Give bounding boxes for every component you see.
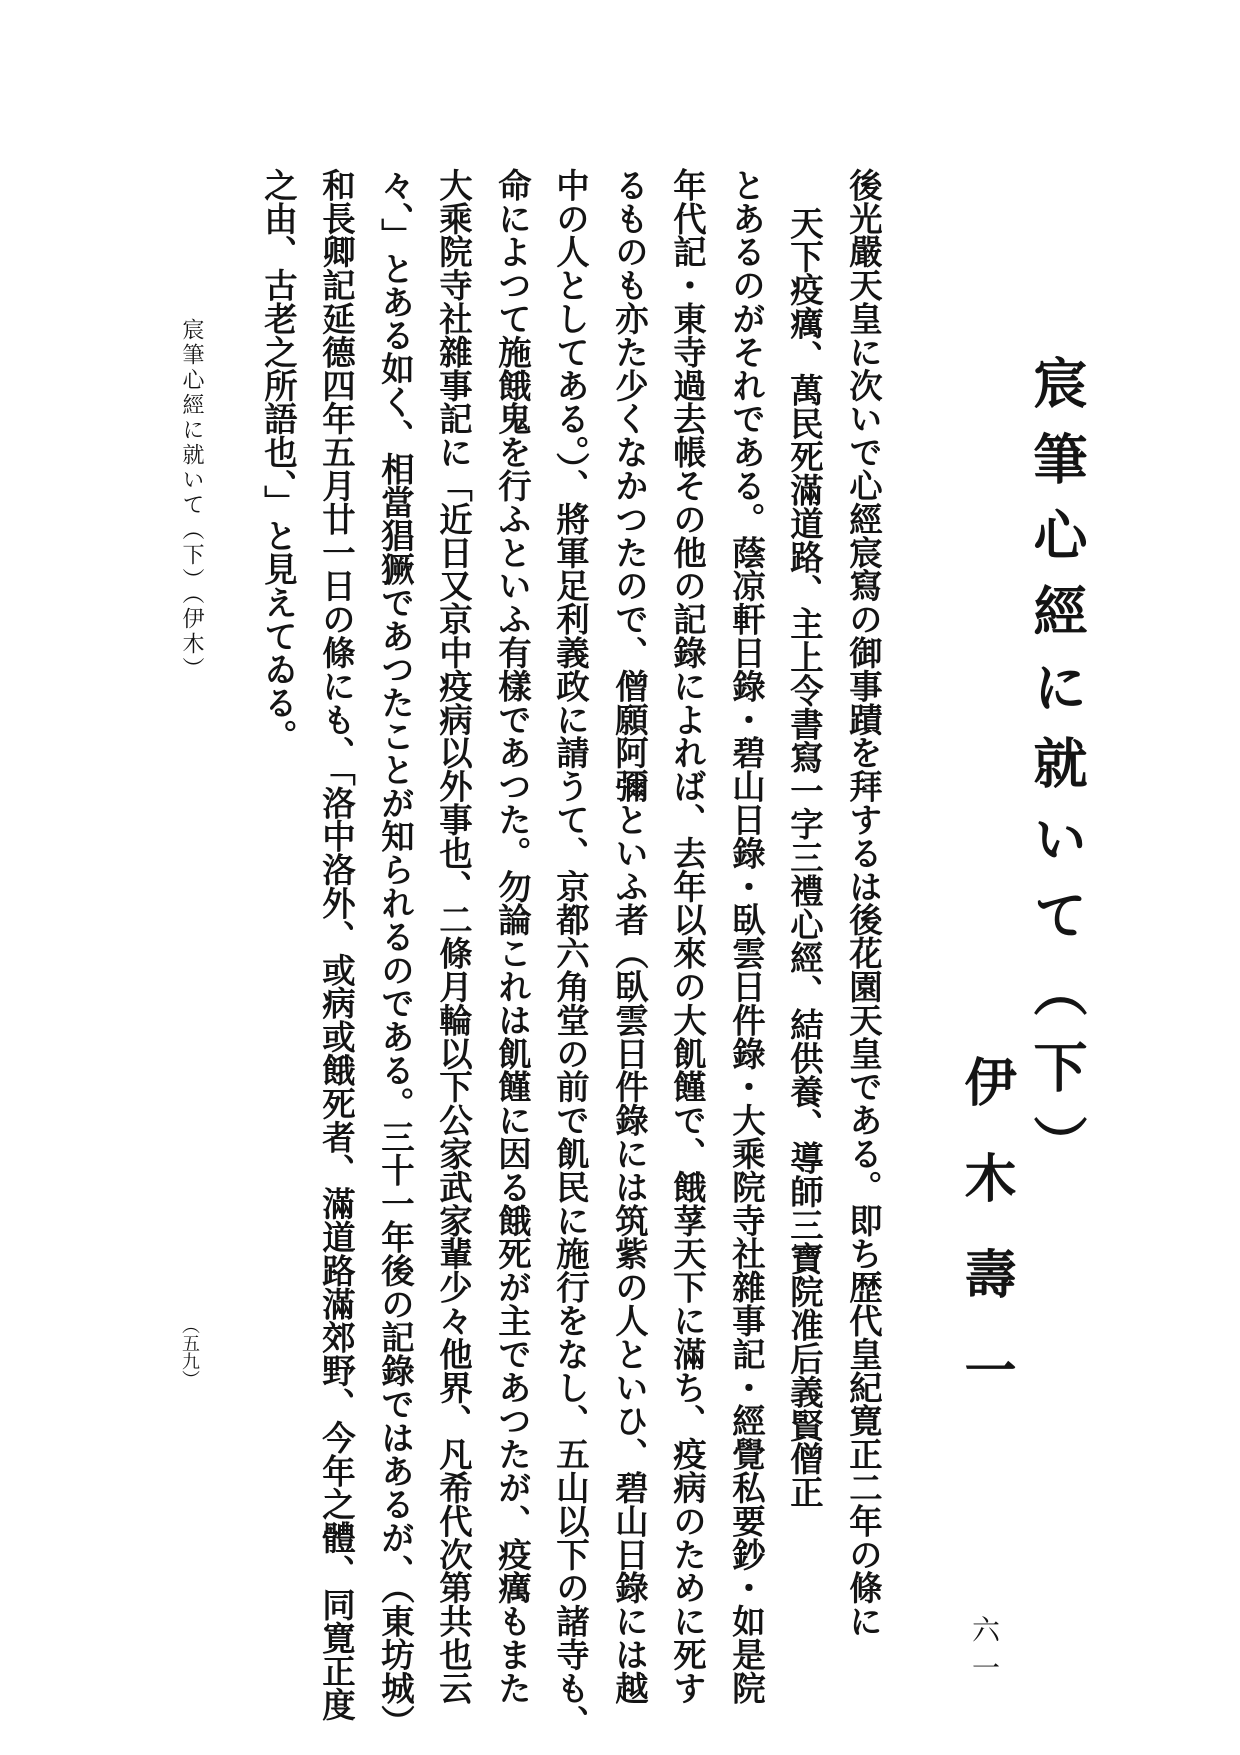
author-name: 伊木壽一 — [955, 1055, 1016, 1439]
running-head: 宸筆心經に就いて（下）（伊木） — [179, 318, 204, 682]
body-column-2: 天下疫癘、萬民死滿道路、主上令書寫一字三禮心經、結供養、導師三寶院准后義賢僧正 — [785, 206, 824, 1509]
article-title: 宸筆心經に就いて（下） — [1025, 355, 1089, 1191]
body-column-3: とあるのがそれである。蔭凉軒日錄・碧山日錄・臥雲日件錄・大乘院寺社雜事記・經覺私要鈔・如是院 — [727, 168, 766, 1705]
body-column-1: 後光嚴天皇に次いで心經宸寫の御事蹟を拜するは後花園天皇である。即ち歴代皇紀寛正二年の條に — [844, 168, 883, 1638]
body-column-6: 中の人としてある。）、將軍足利義政に請うて、京都六角堂の前で飢民に施行をなし、五山以下の諸寺も、 — [551, 168, 590, 1738]
body-column-8: 大乘院寺社雜事記に「近日又京中疫病以外事也、二條月輪以下公家武家輩少々他界、凡希代次第共也云 — [434, 168, 473, 1705]
body-column-11: 之由、古老之所語也、」と見えてゐる。 — [259, 168, 298, 753]
body-column-10: 和長卿記延德四年五月廿一日の條にも、「洛中洛外、或病或餓死者、滿道路滿郊野、今年之體、同寛正度 — [317, 168, 356, 1722]
body-column-9: 々、」とある如く、相當猖獗であつたことが知られるのである。三十一年後の記錄ではあるが、（東坊城） — [376, 168, 415, 1738]
body-column-5: るものも亦た少くなかつたので、僧願阿彌といふ者（臥雲日件錄には筑紫の人といひ、碧山日錄には越 — [610, 168, 649, 1705]
page-number: 六一 — [968, 1615, 1001, 1691]
folio-number: （五九） — [179, 1316, 200, 1388]
body-column-4: 年代記・東寺過去帳その他の記錄によれば、去年以來の大飢饉で、餓莩天下に滿ち、疫病のために死す — [668, 168, 707, 1705]
body-column-7: 命によつて施餓鬼を行ふといふ有樣であつた。勿論これは飢饉に因る餓死が主であつたが、疫癘もまた — [493, 168, 532, 1705]
